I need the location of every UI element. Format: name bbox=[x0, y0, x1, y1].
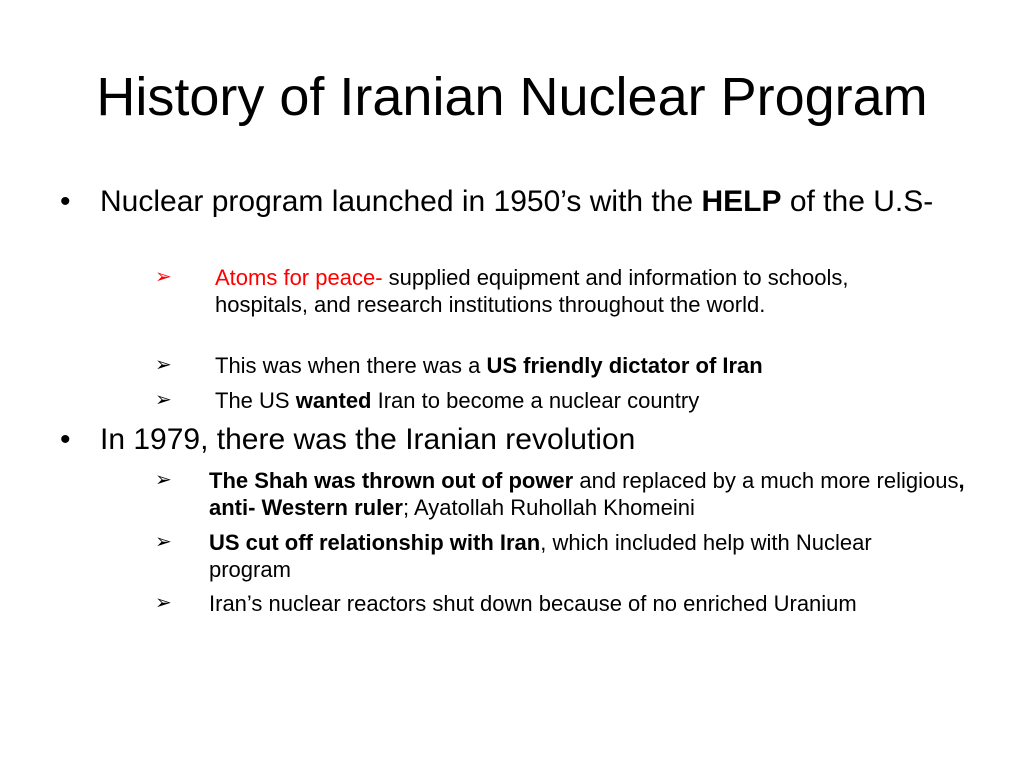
arrow-bullet-icon: ➢ bbox=[155, 266, 172, 288]
slide-title: History of Iranian Nuclear Program bbox=[96, 67, 928, 127]
sub-bullet-text: Atoms for peace- supplied equipment and information to schools, hospitals, and research institutions throughout the world. bbox=[215, 265, 849, 317]
bullet-nuclear-program bbox=[60, 185, 980, 219]
sub-bullet-us-wanted bbox=[155, 387, 935, 414]
bullet-text: Nuclear program launched in 1950’s with the HELP of the U.S- bbox=[100, 185, 934, 218]
sub-bullet-atoms-for-peace bbox=[155, 264, 935, 318]
sub-bullet-reactors-shut-down bbox=[155, 590, 935, 617]
sub-bullet-text: US cut off relationship with Iran, which included help with Nuclear program bbox=[209, 530, 872, 582]
arrow-bullet-icon: ➢ bbox=[155, 531, 172, 553]
sub-bullet-text: The US wanted Iran to become a nuclear country bbox=[215, 388, 700, 413]
bullet-dot: • bbox=[60, 423, 71, 456]
bullet-dot: • bbox=[60, 185, 71, 218]
arrow-bullet-icon: ➢ bbox=[155, 592, 172, 614]
sub-bullet-us-cut-off bbox=[155, 529, 935, 583]
sub-bullet-us-friendly-dictator bbox=[155, 352, 935, 379]
sub-bullet-text: The Shah was thrown out of power and replaced by a much more religious, anti- Western ruler; Ayatollah Ruhollah Khomeini bbox=[209, 468, 965, 520]
arrow-bullet-icon: ➢ bbox=[155, 469, 172, 491]
sub-bullet-text: This was when there was a US friendly dictator of Iran bbox=[215, 353, 763, 378]
sub-bullet-shah-thrown-out bbox=[155, 467, 965, 521]
sub-bullet-text: Iran’s nuclear reactors shut down because of no enriched Uranium bbox=[209, 591, 857, 616]
arrow-bullet-icon: ➢ bbox=[155, 389, 172, 411]
bullet-text: In 1979, there was the Iranian revolution bbox=[100, 423, 636, 456]
arrow-bullet-icon: ➢ bbox=[155, 354, 172, 376]
bullet-iranian-revolution bbox=[60, 423, 980, 457]
